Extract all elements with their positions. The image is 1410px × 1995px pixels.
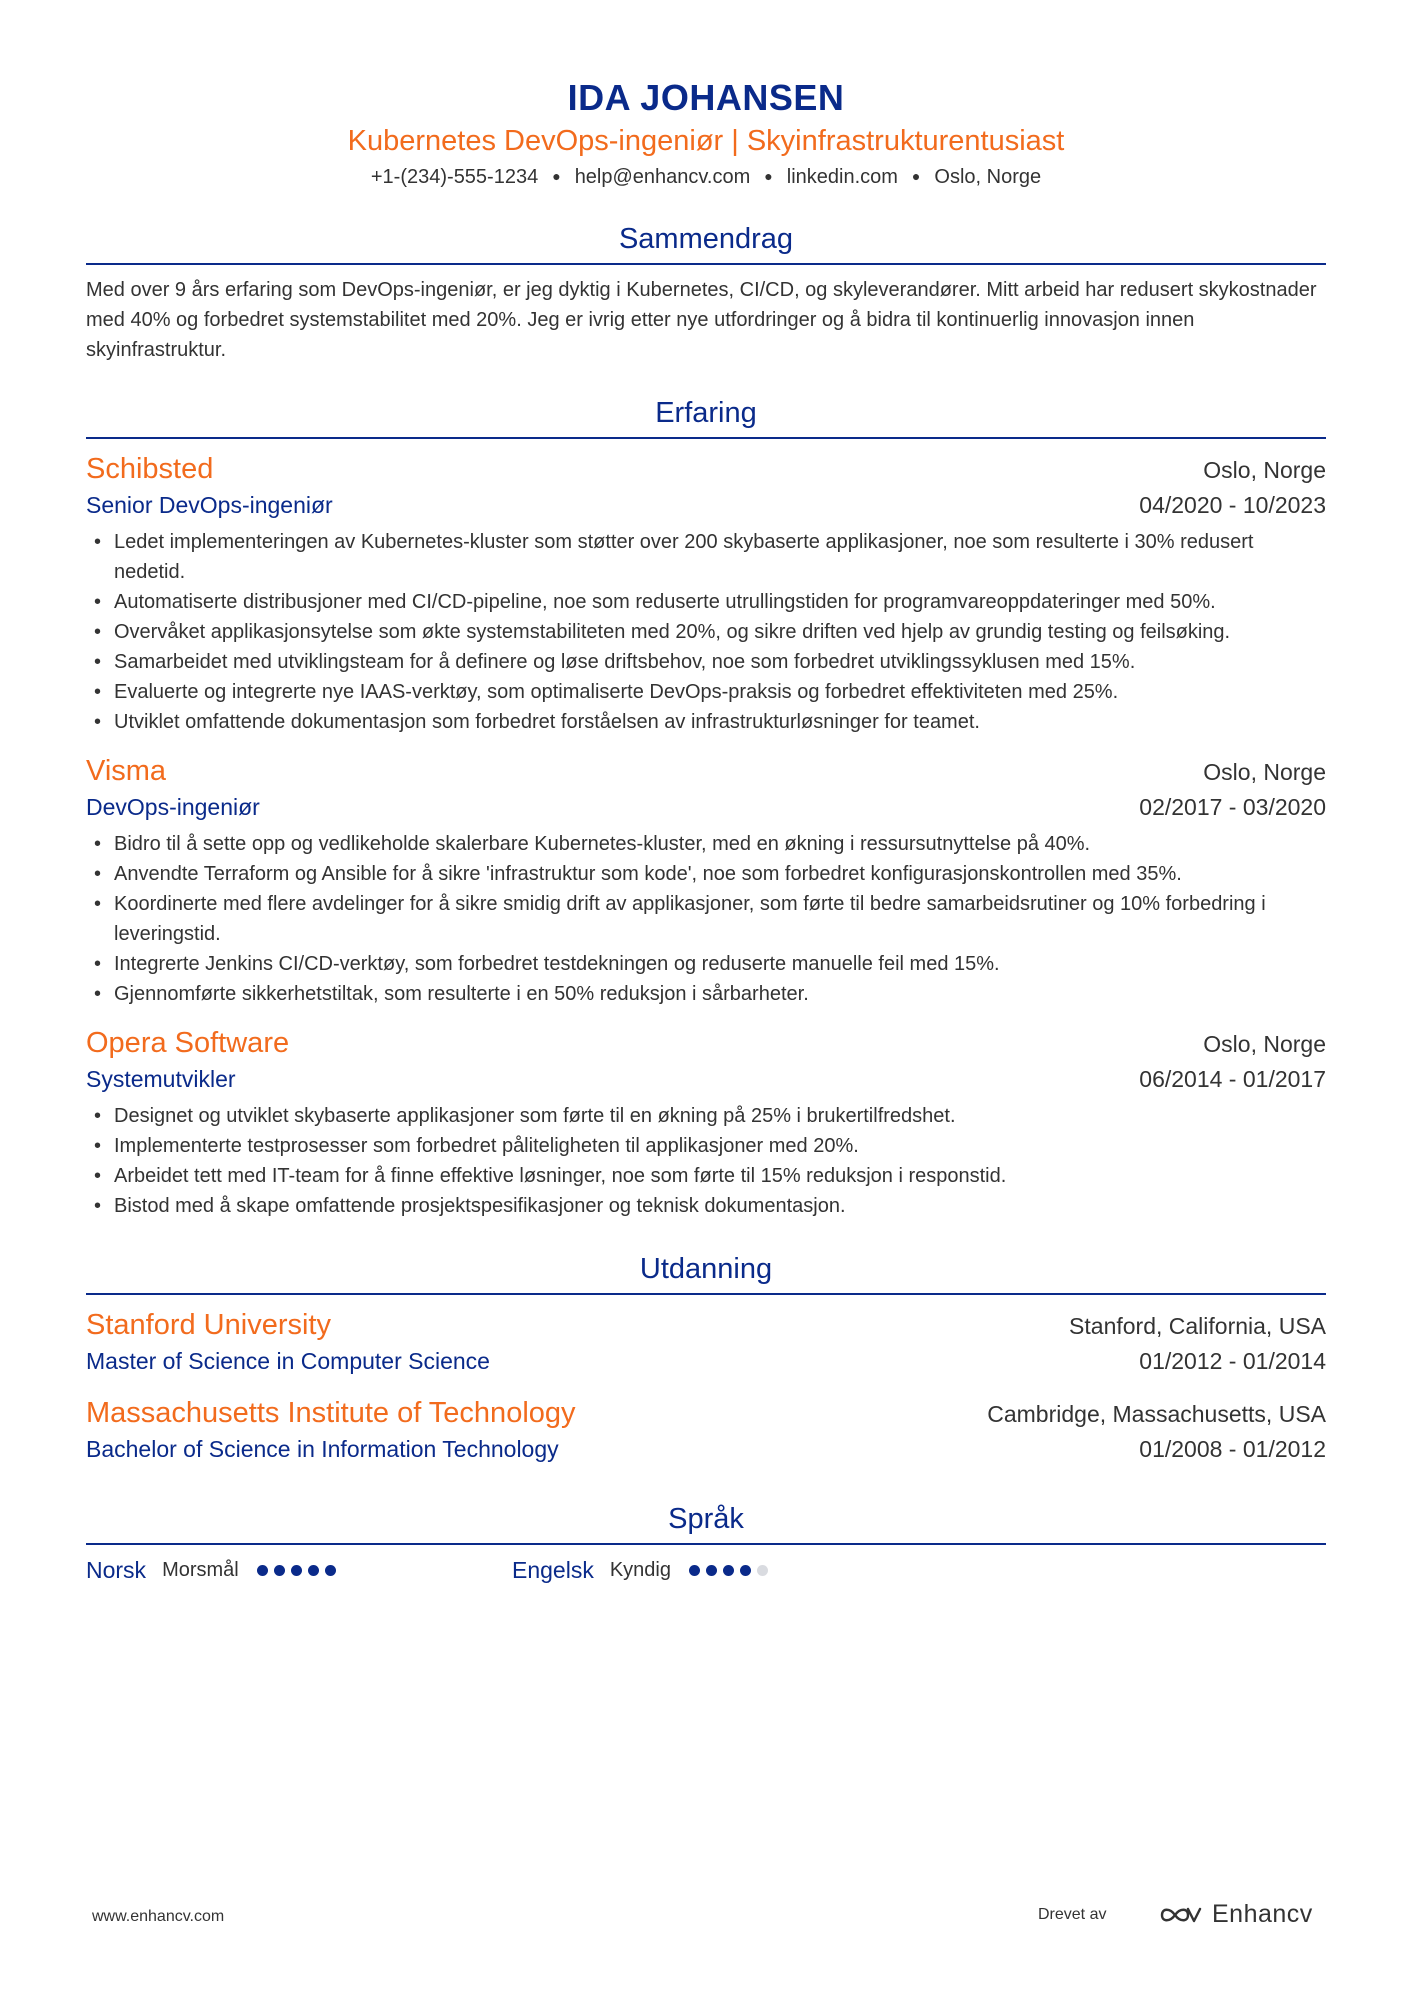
education-entry <box>86 1307 1326 1379</box>
language-level: Kyndig <box>609 1559 671 1581</box>
job-entry <box>86 753 1326 1009</box>
section-title-experience: Erfaring <box>655 397 757 429</box>
job-bullet: • Integrerte Jenkins CI/CD-verktøy, som forbedret testdekningen og reduserte manuelle feil med 15%. <box>86 949 1326 979</box>
enhancv-logo-icon <box>1158 1902 1204 1928</box>
job-bullet: • Utviklet omfattende dokumentasjon som forbedret forståelsen av infrastrukturløsninger for teamet. <box>86 707 1326 737</box>
contact-phone: +1-(234)-555-1234 <box>370 166 539 188</box>
education-section <box>86 1249 1326 1467</box>
job-bullet: • Bidro til å sette opp og vedlikeholde skalerbare Kubernetes-kluster, med en økning i ressursutnyttelse på 40%. <box>86 829 1326 859</box>
header <box>86 74 1326 192</box>
section-title-languages: Språk <box>668 1503 744 1535</box>
education-school: Stanford University <box>86 1309 331 1341</box>
section-divider <box>86 437 1326 439</box>
rating-dot-filled <box>706 1565 717 1576</box>
education-degree: Bachelor of Science in Information Technology <box>86 1436 559 1462</box>
footer-url[interactable]: www.enhancv.com <box>92 1908 225 1925</box>
education-school: Massachusetts Institute of Technology <box>86 1397 576 1429</box>
rating-dot-filled <box>308 1565 319 1576</box>
job-bullet: • Ledet implementeringen av Kubernetes-kluster som støtter over 200 skybaserte applikasjoner, noe som resulterte i 30% redusert nedetid. <box>86 527 1326 587</box>
rating-dot-filled <box>291 1565 302 1576</box>
job-bullet: • Overvåket applikasjonsytelse som økte systemstabiliteten med 20%, og sikre driften ved hjelp av grundig testing og feilsøking. <box>86 617 1326 647</box>
rating-dot-filled <box>689 1565 700 1576</box>
summary-section <box>86 219 1326 365</box>
rating-dot-filled <box>723 1565 734 1576</box>
contact-linkedin: linkedin.com <box>786 166 898 188</box>
education-dates: 01/2008 - 01/2012 <box>1139 1436 1326 1462</box>
job-bullets <box>86 527 1326 737</box>
job-bullet: • Anvendte Terraform og Ansible for å sikre 'infrastruktur som kode', noe som forbedret konfigurasjonskontrollen med 35%. <box>86 859 1326 889</box>
footer-powered-by: Drevet av <box>1038 1906 1107 1923</box>
job-company: Visma <box>86 755 167 787</box>
bullet-separator: ● <box>764 168 773 184</box>
job-entry <box>86 1025 1326 1221</box>
education-location: Cambridge, Massachusetts, USA <box>987 1401 1326 1427</box>
job-bullet: • Bistod med å skape omfattende prosjektspesifikasjoner og teknisk dokumentasjon. <box>86 1191 1326 1221</box>
education-dates: 01/2012 - 01/2014 <box>1139 1348 1326 1374</box>
job-bullet: • Koordinerte med flere avdelinger for å sikre smidig drift av applikasjoner, som førte til bedre samarbeidsrutiner og 10% forbedring i leveringstid. <box>86 889 1326 949</box>
language-name: Engelsk <box>512 1557 594 1583</box>
brand-logo[interactable] <box>1158 1900 1313 1929</box>
contact-line <box>86 161 1326 192</box>
contact-location: Oslo, Norge <box>934 166 1042 188</box>
job-bullets <box>86 1101 1326 1221</box>
rating-dot-empty <box>757 1565 768 1576</box>
language-rating <box>257 1565 342 1576</box>
section-title-summary: Sammendrag <box>618 223 794 255</box>
rating-dot-filled <box>274 1565 285 1576</box>
job-location: Oslo, Norge <box>1203 1031 1326 1057</box>
job-bullet: • Samarbeidet med utviklingsteam for å definere og løse driftsbehov, noe som forbedret utviklingssyklusen med 15%. <box>86 647 1326 677</box>
language-level: Morsmål <box>162 1559 239 1581</box>
job-company: Schibsted <box>86 453 214 485</box>
summary-text: Med over 9 års erfaring som DevOps-ingeniør, er jeg dyktig i Kubernetes, CI/CD, og skyleverandører. Mitt arbeid har redusert skykostnader med 40% og forbedret systemstabilitet med 20%. Jeg er ivrig etter nye utfordringer og å bidra til kontinuerlig innovasjon innen skyinfrastruktur. <box>86 279 1317 361</box>
job-bullet: • Designet og utviklet skybaserte applikasjoner som førte til en økning på 25% i brukertilfredshet. <box>86 1101 1326 1131</box>
education-degree: Master of Science in Computer Science <box>86 1348 490 1374</box>
language-rating <box>689 1565 774 1576</box>
section-divider <box>86 1543 1326 1545</box>
contact-email: help@enhancv.com <box>574 166 751 188</box>
job-bullet: • Automatiserte distribusjoner med CI/CD-pipeline, noe som reduserte utrullingstiden for programvareoppdateringer med 50%. <box>86 587 1326 617</box>
resume-content <box>86 74 1326 1584</box>
section-divider <box>86 263 1326 265</box>
job-bullet: • Implementerte testprosesser som forbedret påliteligheten til applikasjoner med 20%. <box>86 1131 1326 1161</box>
job-entry <box>86 451 1326 737</box>
job-bullet: • Evaluerte og integrerte nye IAAS-verktøy, som optimaliserte DevOps-praksis og forbedret effektiviteten med 25%. <box>86 677 1326 707</box>
footer <box>0 1900 1410 1940</box>
section-divider <box>86 1293 1326 1295</box>
candidate-headline: Kubernetes DevOps-ingeniør | Skyinfrastrukturentusiast <box>347 125 1065 157</box>
education-location: Stanford, California, USA <box>1069 1313 1326 1339</box>
section-title-education: Utdanning <box>639 1253 773 1285</box>
languages-list <box>86 1557 1326 1584</box>
job-bullets <box>86 829 1326 1009</box>
rating-dot-filled <box>740 1565 751 1576</box>
job-location: Oslo, Norge <box>1203 759 1326 785</box>
bullet-separator: ● <box>911 168 921 184</box>
rating-dot-filled <box>257 1565 268 1576</box>
language-item <box>512 1557 938 1584</box>
rating-dot-filled <box>325 1565 336 1576</box>
language-name: Norsk <box>86 1557 147 1583</box>
job-dates: 04/2020 - 10/2023 <box>1139 492 1326 518</box>
education-entry <box>86 1395 1326 1467</box>
brand-name: Enhancv <box>1212 1900 1313 1928</box>
language-item <box>86 1557 512 1584</box>
job-role: Systemutvikler <box>86 1066 236 1092</box>
job-location: Oslo, Norge <box>1203 457 1326 483</box>
job-dates: 06/2014 - 01/2017 <box>1139 1066 1326 1092</box>
job-role: DevOps-ingeniør <box>86 794 260 820</box>
candidate-name: IDA JOHANSEN <box>567 77 845 118</box>
experience-section <box>86 393 1326 1221</box>
languages-section <box>86 1499 1326 1584</box>
bullet-separator: ● <box>552 168 561 184</box>
job-role: Senior DevOps-ingeniør <box>86 492 333 518</box>
job-bullet: • Gjennomførte sikkerhetstiltak, som resulterte i en 50% reduksjon i sårbarheter. <box>86 979 1326 1009</box>
job-company: Opera Software <box>86 1027 290 1059</box>
job-dates: 02/2017 - 03/2020 <box>1139 794 1326 820</box>
job-bullet: • Arbeidet tett med IT-team for å finne effektive løsninger, noe som førte til 15% reduksjon i responstid. <box>86 1161 1326 1191</box>
